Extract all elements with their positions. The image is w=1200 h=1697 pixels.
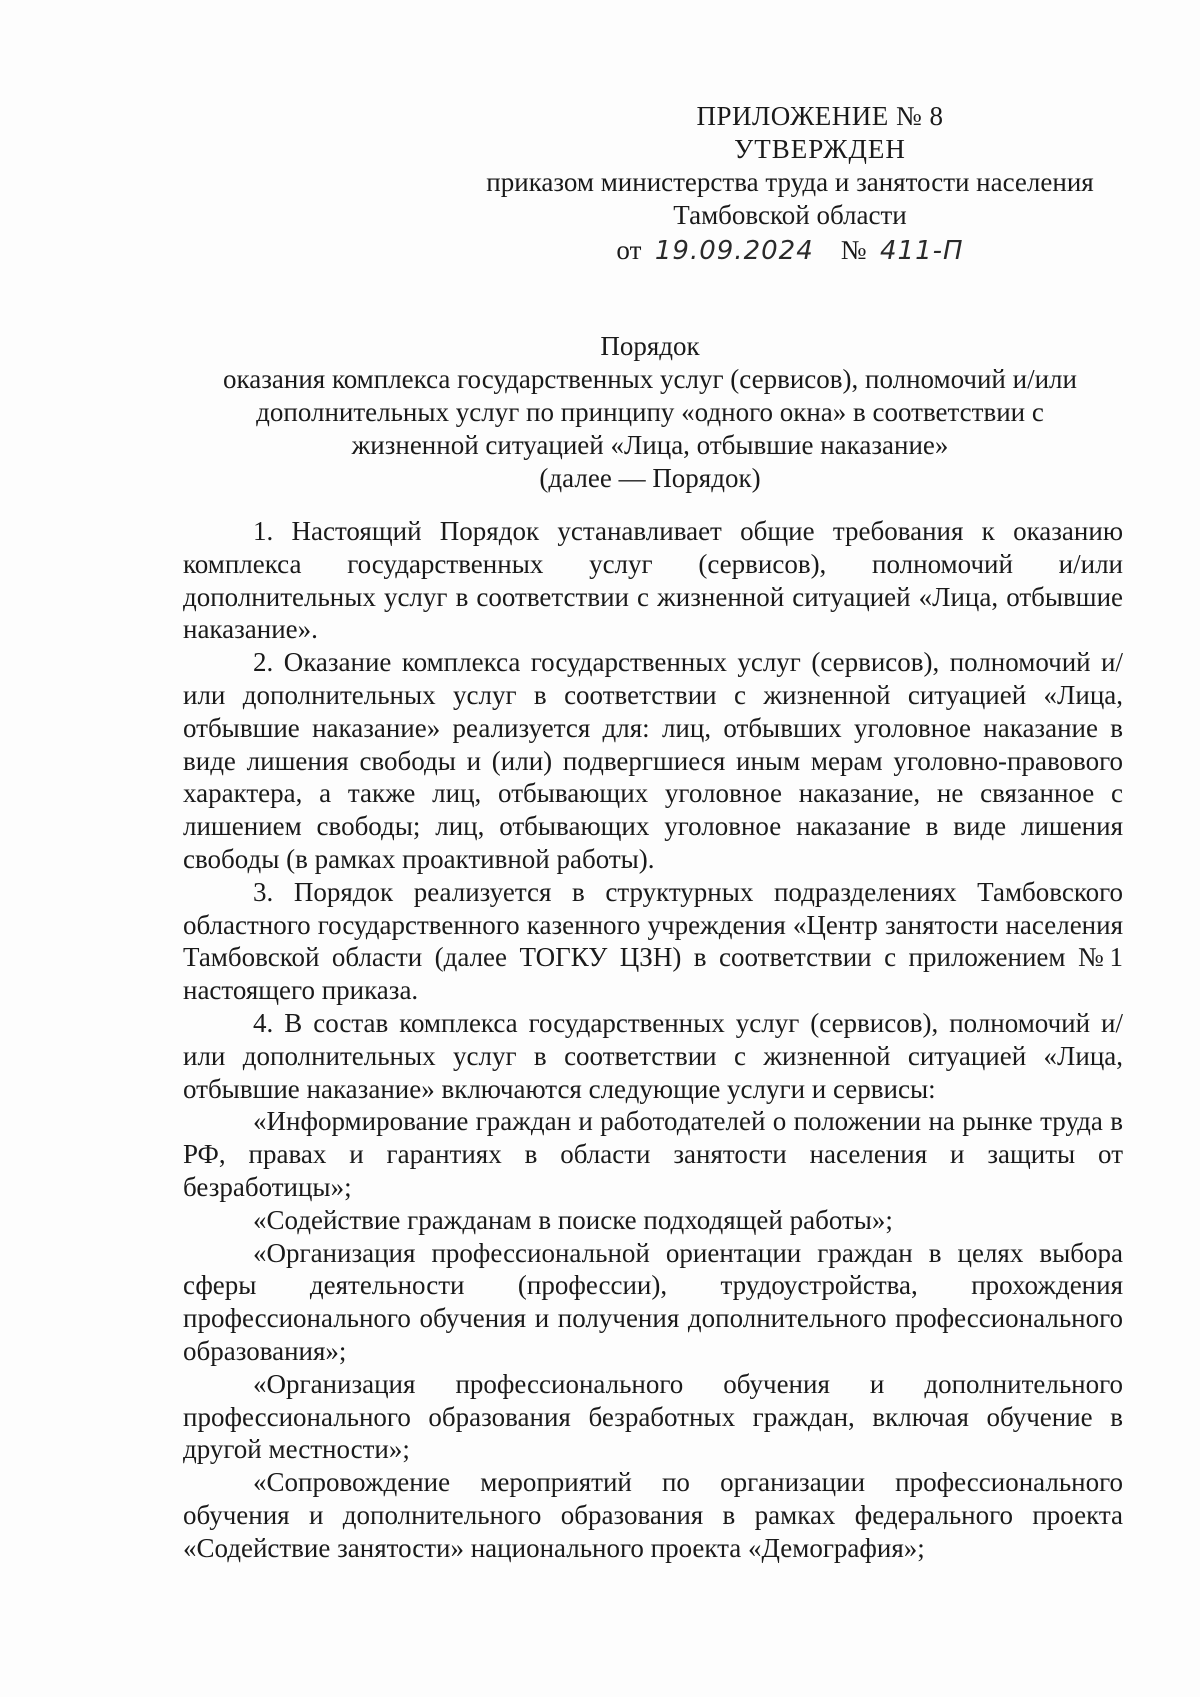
paragraph: 3. Порядок реализуется в структурных подразделениях Тамбовского областного государственного казенного учреждения «Центр занятости населения Тамбовской области (далее ТОГКУ ЦЗН) в соответствии с приложением №1 настоящего приказа. bbox=[183, 876, 1123, 1006]
order-date-number bbox=[470, 234, 1110, 268]
approval-header bbox=[470, 100, 1110, 268]
approved-label: УТВЕРЖДЕН bbox=[734, 134, 906, 164]
number-label: № bbox=[840, 235, 867, 265]
paragraph: 4. В состав комплекса государственных услуг (сервисов), полномочий и/или дополнительных услуг в соответствии с жизненной ситуацией «Лица, отбывшие наказание» включаются следующие услуги и сервисы: bbox=[183, 1007, 1123, 1104]
paragraph: 1. Настоящий Порядок устанавливает общие требования к оказанию комплекса государственных услуг (сервисов), полномочий и/или дополнительных услуг в соответствии с жизненной ситуацией «Лица, отбывшие наказание». bbox=[183, 516, 1123, 645]
paragraph: «Организация профессиональной ориентации граждан в целях выбора сферы деятельности (профессии), трудоустройства, прохождения профессионального обучения и получения дополнительного профессионального образования»; bbox=[183, 1237, 1123, 1366]
title-line-1: Порядок bbox=[600, 331, 700, 361]
title-line-5: (далее — Порядок) bbox=[539, 463, 761, 493]
title-line-3: дополнительных услуг по принципу «одного окна» в соответствии с bbox=[256, 397, 1044, 427]
order-region: Тамбовской области bbox=[673, 200, 907, 230]
paragraph: 2. Оказание комплекса государственных услуг (сервисов), полномочий и/или дополнительных услуг в соответствии с жизненной ситуацией «Лица, отбывшие наказание» реализуется для: лиц, отбывших уголовное наказание в виде лишения свободы и (или) подвергшиеся иным мерам уголовно-правового характера, а также лиц, отбывающих уголовное наказание, не связанное с лишением свободы; лиц, отбывающих уголовное наказание в виде лишения свободы (в рамках проактивной работы). bbox=[183, 647, 1123, 874]
order-issuer: приказом министерства труда и занятости населения bbox=[486, 167, 1094, 197]
paragraph: «Сопровождение мероприятий по организации профессионального обучения и дополнительного образования в рамках федерального проекта «Содействие занятости» национального проекта «Демография»; bbox=[183, 1467, 1123, 1563]
paragraph: «Организация профессионального обучения и дополнительного профессионального образования безработных граждан, включая обучение в другой местности»; bbox=[183, 1368, 1123, 1465]
from-label: от bbox=[616, 235, 642, 265]
appendix-number: ПРИЛОЖЕНИЕ № 8 bbox=[696, 101, 944, 131]
handwritten-number: 411-П bbox=[880, 236, 964, 266]
title-line-4: жизненной ситуацией «Лица, отбывшие наказание» bbox=[351, 430, 949, 460]
paragraph: «Содействие гражданам в поиске подходящей работы»; bbox=[253, 1204, 893, 1235]
handwritten-date: 19.09.2024 bbox=[654, 236, 814, 266]
document-title bbox=[180, 330, 1120, 495]
paragraph: «Информирование граждан и работодателей о положении на рынке труда в РФ, правах и гарантиях в области занятости населения и защиты от безработицы»; bbox=[183, 1106, 1123, 1202]
document-body bbox=[183, 515, 1123, 1565]
title-line-2: оказания комплекса государственных услуг (сервисов), полномочий и/или bbox=[223, 364, 1077, 394]
